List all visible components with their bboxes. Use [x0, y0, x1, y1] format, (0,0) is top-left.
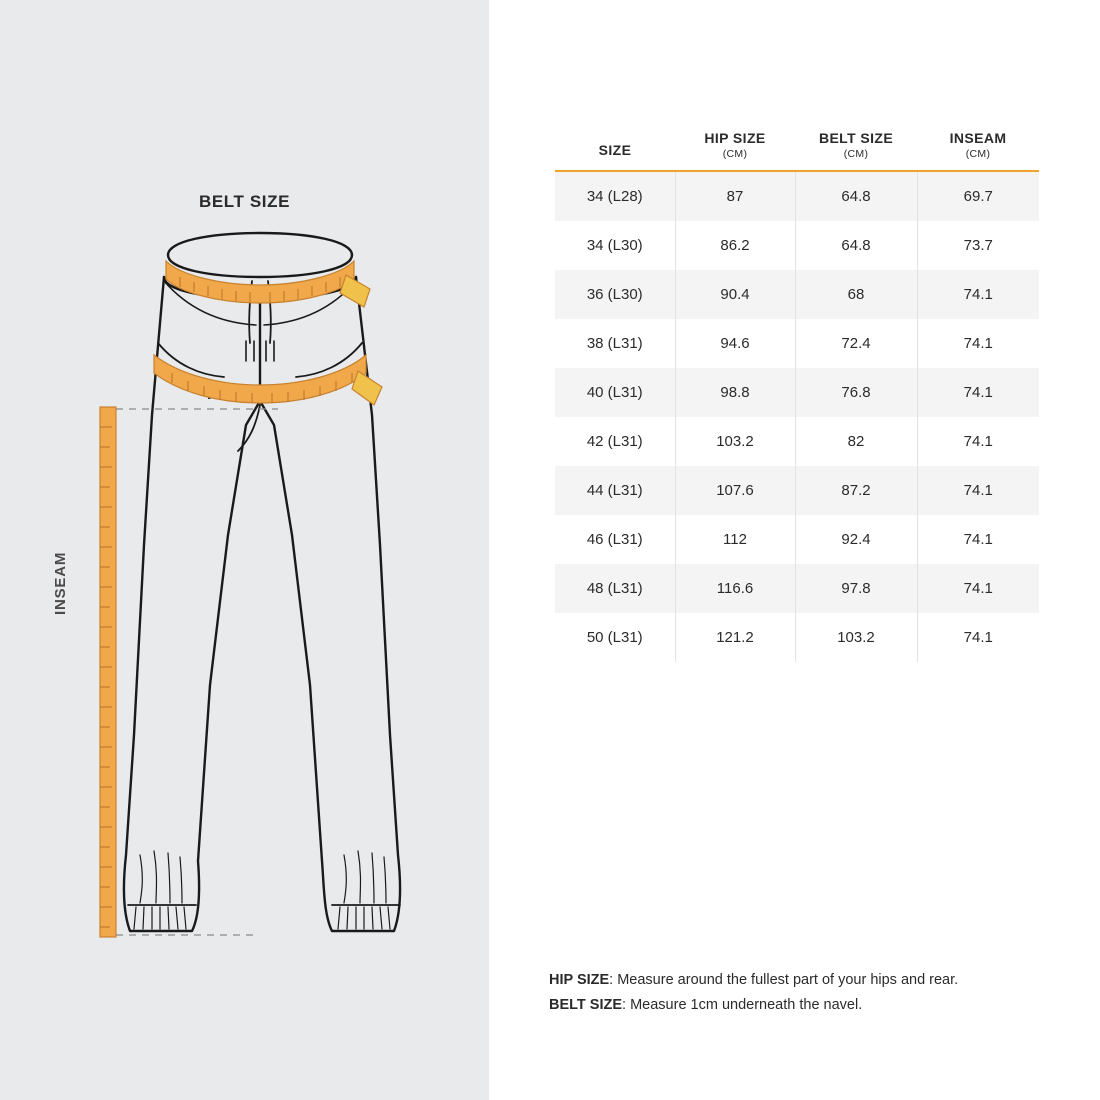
cell-inseam: 74.1	[963, 335, 993, 352]
illustration-panel	[0, 0, 489, 1100]
column-header-hip-size	[675, 130, 795, 171]
cell-belt-size: 82	[795, 417, 917, 466]
cell-size: 46 (L31)	[555, 515, 675, 564]
cell-size: 36 (L30)	[555, 270, 675, 319]
cell-hip-size: 94.6	[675, 319, 795, 368]
hip-tape-icon	[154, 355, 382, 405]
column-header-belt-size	[795, 130, 917, 171]
table-row	[555, 319, 1039, 368]
measurements-panel	[489, 0, 1100, 1100]
column-header-belt-size-title: BELT SIZE	[818, 130, 894, 146]
cell-hip-size: 90.4	[675, 270, 795, 319]
cell-size: 38 (L31)	[555, 319, 675, 368]
cell-belt-size: 64.8	[795, 221, 917, 270]
cell-belt-size: 97.8	[795, 564, 917, 613]
cell-size: 34 (L28)	[555, 171, 675, 221]
cell-inseam: 74.1	[963, 580, 993, 597]
cell-belt-size: 72.4	[795, 319, 917, 368]
cell-size: 44 (L31)	[555, 466, 675, 515]
cell-hip-size: 87	[675, 171, 795, 221]
cell-inseam: 73.7	[963, 237, 993, 254]
cell-belt-size: 64.8	[795, 171, 917, 221]
size-chart-table	[555, 130, 1039, 662]
table-row	[555, 613, 1039, 662]
cell-hip-size: 121.2	[675, 613, 795, 662]
column-header-hip-size-unit: (CM)	[722, 148, 748, 160]
cell-inseam: 74.1	[963, 433, 993, 450]
cell-belt-size: 68	[795, 270, 917, 319]
cell-hip-size: 116.6	[675, 564, 795, 613]
cell-belt-size: 76.8	[795, 368, 917, 417]
cell-hip-size: 98.8	[675, 368, 795, 417]
cell-hip-size: 86.2	[675, 221, 795, 270]
table-row	[555, 564, 1039, 613]
table-row	[555, 466, 1039, 515]
column-header-inseam	[917, 130, 1039, 171]
cell-size: 40 (L31)	[555, 368, 675, 417]
note-hip-size-text: : Measure around the fullest part of your hips and rear.	[609, 972, 959, 988]
column-header-size	[555, 130, 675, 171]
note-belt-size	[549, 993, 1069, 1018]
cell-size: 34 (L30)	[555, 221, 675, 270]
cell-size: 48 (L31)	[555, 564, 675, 613]
cell-inseam: 74.1	[963, 482, 993, 499]
note-hip-size-term: HIP SIZE	[549, 972, 610, 988]
table-header-row	[555, 130, 1039, 171]
table-row	[555, 417, 1039, 466]
cell-hip-size: 112	[675, 515, 795, 564]
cell-inseam: 69.7	[963, 188, 993, 205]
cell-inseam: 74.1	[963, 384, 993, 401]
cell-hip-size: 107.6	[675, 466, 795, 515]
inseam-label: INSEAM	[52, 551, 69, 615]
belt-size-label: BELT SIZE	[198, 192, 291, 211]
cell-inseam: 74.1	[963, 286, 993, 303]
cell-belt-size: 87.2	[795, 466, 917, 515]
column-header-belt-size-unit: (CM)	[843, 148, 869, 160]
column-header-size-title: SIZE	[598, 142, 632, 158]
measurement-notes	[549, 968, 1069, 1019]
table-row	[555, 221, 1039, 270]
cell-size: 50 (L31)	[555, 613, 675, 662]
cell-inseam: 74.1	[963, 531, 993, 548]
note-belt-size-term: BELT SIZE	[549, 997, 623, 1014]
table-row	[555, 171, 1039, 221]
column-header-hip-size-title: HIP SIZE	[704, 130, 766, 146]
cell-size: 42 (L31)	[555, 417, 675, 466]
cell-inseam: 74.1	[963, 629, 993, 646]
note-belt-size-text: : Measure 1cm underneath the navel.	[622, 997, 863, 1014]
column-header-inseam-title: INSEAM	[949, 130, 1007, 146]
trousers-illustration	[60, 215, 460, 975]
table-row	[555, 368, 1039, 417]
table-row	[555, 515, 1039, 564]
cell-belt-size: 103.2	[795, 613, 917, 662]
cell-hip-size: 103.2	[675, 417, 795, 466]
note-hip-size	[549, 968, 1069, 993]
column-header-inseam-unit: (CM)	[965, 148, 991, 160]
table-row	[555, 270, 1039, 319]
cell-belt-size: 92.4	[795, 515, 917, 564]
